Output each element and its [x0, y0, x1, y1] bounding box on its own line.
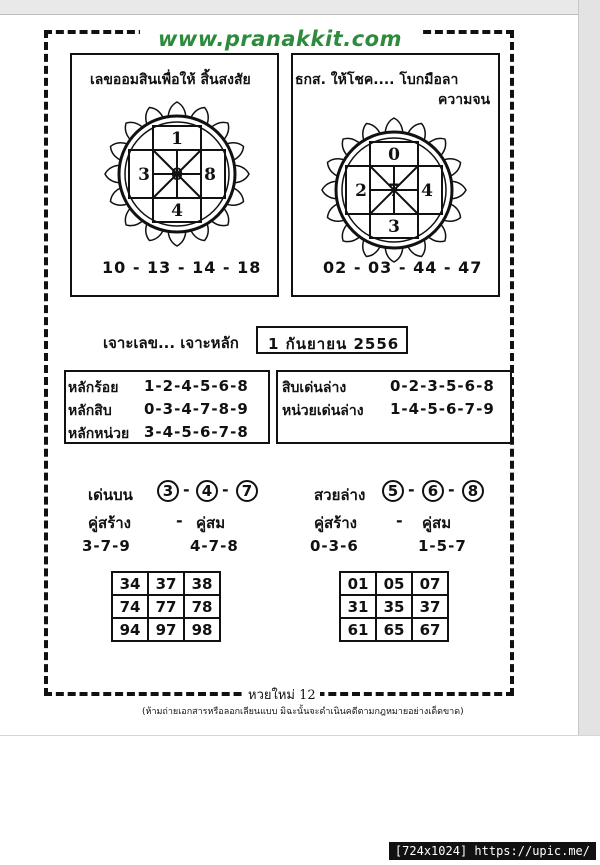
running-row-value: 0-2-3-5-6-8 — [390, 377, 495, 395]
top-mix-value: 4-7-8 — [190, 537, 239, 555]
running-row-label: หน่วยเด่นล่าง — [282, 403, 364, 419]
dash: - — [222, 480, 229, 499]
image-host-watermark: [724x1024] https://upic.me/ — [389, 842, 596, 860]
right-digit-bottom: 3 — [388, 217, 400, 237]
right-digit-top: 0 — [388, 145, 400, 165]
grid-cell: 97 — [148, 618, 184, 641]
grid-cell: 07 — [412, 572, 448, 595]
digit-positions-box — [64, 370, 270, 444]
running-digits-box — [276, 370, 512, 444]
date-text: 1 กันยายน 2556 — [268, 335, 400, 353]
grid-cell: 38 — [184, 572, 220, 595]
top-mix-label: คู่สม — [196, 514, 226, 532]
top-circled-number: 7 — [236, 480, 258, 502]
left-panel-title: เลขออมสินเพื่อให้ สิ้นสงสัย — [90, 72, 251, 88]
left-mandala-diagram — [102, 99, 252, 249]
top-pair-dash: - — [176, 511, 183, 530]
digit-row-value: 0-3-4-7-8-9 — [144, 400, 249, 418]
digit-row-label: หลักสิบ — [68, 403, 112, 419]
running-row-value: 1-4-5-6-7-9 — [390, 400, 495, 418]
grid-cell: 01 — [340, 572, 376, 595]
bottom-circled-number: 6 — [422, 480, 444, 502]
digit-row-label: หลักร้อย — [68, 380, 119, 396]
dash: - — [448, 480, 455, 499]
left-digit-bottom: 4 — [171, 201, 183, 221]
page-edge-top — [0, 0, 600, 15]
top-pair-label: คู่สร้าง — [88, 514, 131, 532]
left-digit-left: 3 — [138, 165, 150, 185]
left-digit-right: 8 — [204, 165, 216, 185]
grid-cell: 61 — [340, 618, 376, 641]
top-circled-number: 3 — [157, 480, 179, 502]
right-digit-right: 4 — [421, 181, 433, 201]
copyright-note: (ห้ามถ่ายเอกสารหรือลอกเลียนแบบ มิฉะนั้นจะดำเนินคดีตามกฎหมายอย่างเด็ดขาด) — [142, 707, 464, 717]
bottom-mix-value: 1-5-7 — [418, 537, 467, 555]
digit-row-value: 1-2-4-5-6-8 — [144, 377, 249, 395]
bottom-circled-number: 5 — [382, 480, 404, 502]
right-panel — [291, 53, 500, 297]
bottom-pair-label: คู่สร้าง — [314, 514, 357, 532]
grid-cell: 67 — [412, 618, 448, 641]
bottom-mix-label: คู่สม — [422, 514, 452, 532]
right-digit-center: 7 — [388, 181, 400, 201]
left-panel — [70, 53, 279, 297]
bottom-pair-dash: - — [396, 511, 403, 530]
top-number-grid — [111, 571, 221, 642]
left-digit-center: 0 — [171, 165, 183, 185]
grid-cell: 77 — [148, 595, 184, 618]
site-url: www.pranakkit.com — [140, 27, 420, 51]
page-edge-right — [578, 0, 600, 760]
running-row-label: สิบเด่นล่าง — [282, 380, 347, 396]
left-panel-numbers: 10 - 13 - 14 - 18 — [102, 258, 262, 277]
bottom-pair-value: 0-3-6 — [310, 537, 359, 555]
bottom-circled-number: 8 — [462, 480, 484, 502]
date-box — [256, 326, 408, 354]
grid-cell: 37 — [412, 595, 448, 618]
analysis-heading: เจาะเลข... เจาะหลัก — [103, 334, 239, 352]
top-circled-number: 4 — [196, 480, 218, 502]
dash: - — [183, 480, 190, 499]
left-digit-top: 1 — [171, 129, 183, 149]
bottom-number-grid — [339, 571, 449, 642]
grid-cell: 98 — [184, 618, 220, 641]
bottom-section-label: สวยล่าง — [314, 486, 366, 504]
digit-row-value: 3-4-5-6-7-8 — [144, 423, 249, 441]
digit-row-label: หลักหน่วย — [68, 426, 130, 442]
grid-cell: 31 — [340, 595, 376, 618]
grid-cell: 37 — [148, 572, 184, 595]
top-pair-value: 3-7-9 — [82, 537, 131, 555]
grid-cell: 35 — [376, 595, 412, 618]
page-footer: หวยใหม่ 12 — [244, 684, 320, 705]
grid-cell: 65 — [376, 618, 412, 641]
right-digit-left: 2 — [355, 181, 367, 201]
dash: - — [408, 480, 415, 499]
grid-cell: 78 — [184, 595, 220, 618]
grid-cell: 74 — [112, 595, 148, 618]
right-panel-numbers: 02 - 03 - 44 - 47 — [323, 258, 483, 277]
right-mandala-diagram — [319, 115, 469, 265]
grid-cell: 34 — [112, 572, 148, 595]
right-panel-title-line2: ความจน — [438, 92, 491, 108]
grid-cell: 94 — [112, 618, 148, 641]
right-panel-title-line1: ธกส. ให้โชค.... โบกมือลา — [295, 72, 459, 88]
top-section-label: เด่นบน — [88, 486, 133, 504]
grid-cell: 05 — [376, 572, 412, 595]
